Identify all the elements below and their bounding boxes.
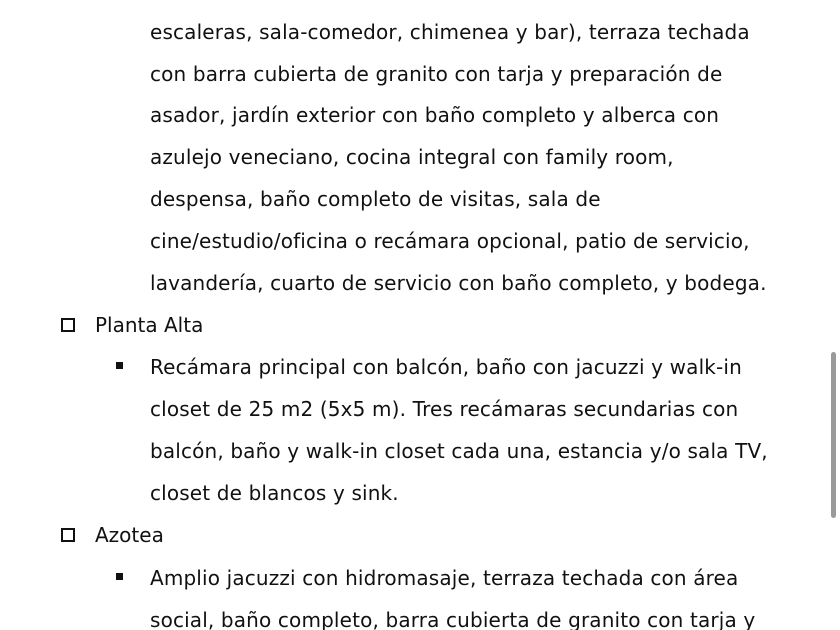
square-bullet-icon xyxy=(116,573,123,580)
text-line: balcón, baño y walk-in closet cada una, estancia y/o sala TV, xyxy=(150,439,768,463)
text-line: Recámara principal con balcón, baño con jacuzzi y walk-in xyxy=(150,355,742,379)
text-line: despensa, baño completo de visitas, sala de xyxy=(150,187,601,211)
text-line: lavandería, cuarto de servicio con baño completo, y bodega. xyxy=(150,271,767,295)
text-line: closet de blancos y sink. xyxy=(150,481,399,505)
checkbox-icon xyxy=(61,528,75,542)
text-line: cine/estudio/oficina o recámara opcional, patio de servicio, xyxy=(150,229,750,253)
scrollbar[interactable] xyxy=(828,0,840,630)
section-heading-planta-alta: Planta Alta xyxy=(95,313,204,337)
text-line: escaleras, sala-comedor, chimenea y bar), terraza techada xyxy=(150,20,750,44)
text-line: closet de 25 m2 (5x5 m). Tres recámaras secundarias con xyxy=(150,397,739,421)
text-line: azulejo veneciano, cocina integral con family room, xyxy=(150,145,674,169)
text-line: asador, jardín exterior con baño completo y alberca con xyxy=(150,103,720,127)
square-bullet-icon xyxy=(116,362,123,369)
text-line: con barra cubierta de granito con tarja y preparación de xyxy=(150,62,723,86)
checkbox-icon xyxy=(61,318,75,332)
text-line: Amplio jacuzzi con hidromasaje, terraza techada con área xyxy=(150,566,739,590)
text-line: social, baño completo, barra cubierta de granito con tarja y xyxy=(150,608,756,630)
section-heading-azotea: Azotea xyxy=(95,523,164,547)
scrollbar-thumb[interactable] xyxy=(831,352,836,518)
